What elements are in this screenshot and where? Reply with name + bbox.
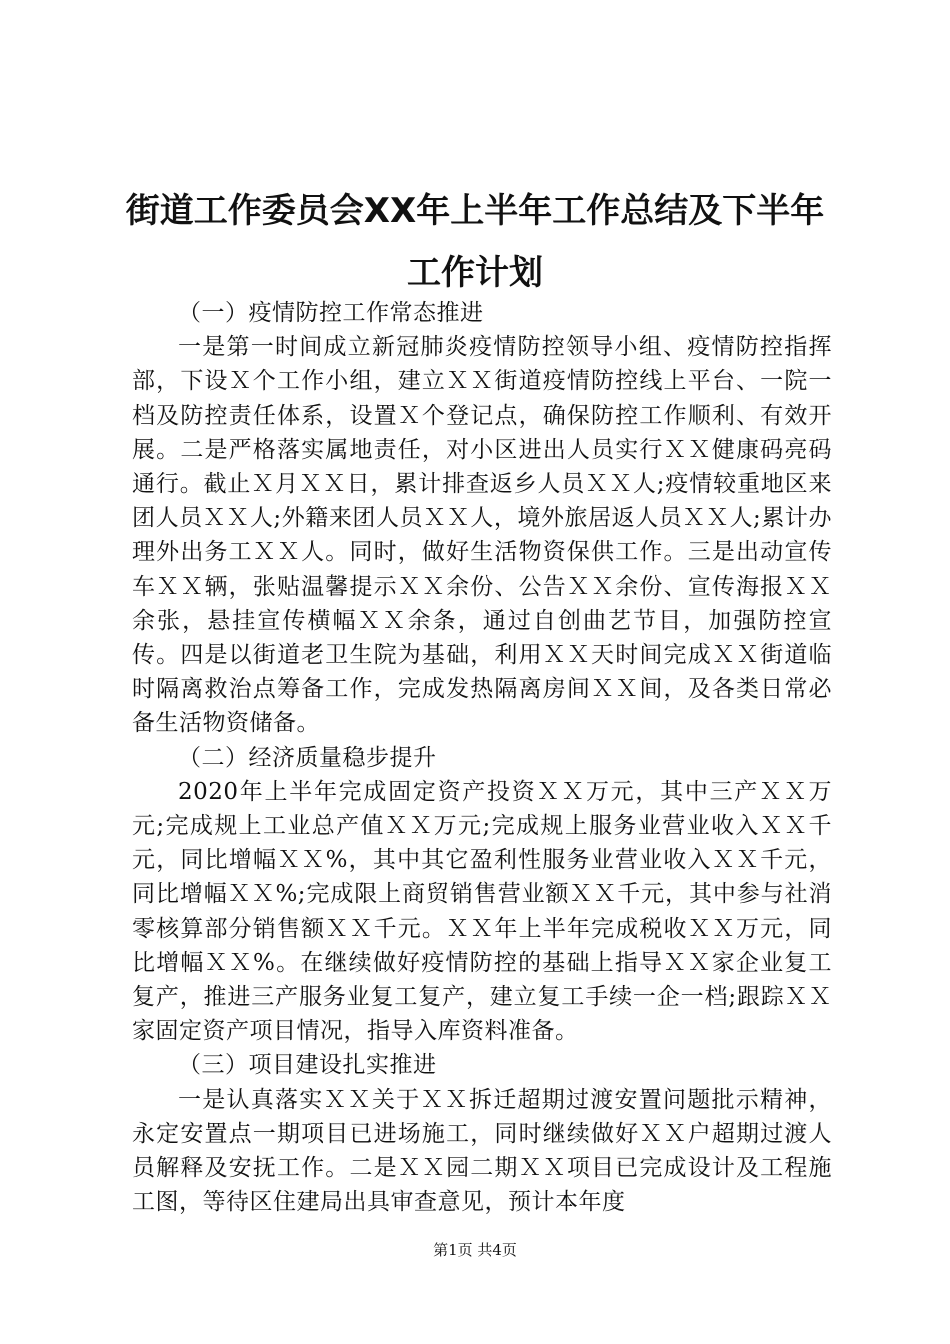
section-paragraph-1: 一是第一时间成立新冠肺炎疫情防控领导小组、疫情防控指挥部，下设Ｘ个工作小组，建立ＸＸ街道疫情防控线上平台、一院一档及防控责任体系，设置Ｘ个登记点，确保防控工作顺利、有效开展。二是严格落实属地责任，对小区进出人员实行ＸＸ健康码亮码通行。截止Ｘ月ＸＸ日，累计排查返乡人员ＸＸ人;疫情较重地区来团人员ＸＸ人;外籍来团人员ＸＸ人，境外旅居返人员ＸＸ人;累计办理外出务工ＸＸ人。同时，做好生活物资保供工作。三是出动宣传车ＸＸ辆，张贴温馨提示ＸＸ余份、公告ＸＸ余份、宣传海报ＸＸ余张，悬挂宣传横幅ＸＸ余条，通过自创曲艺节目，加强防控宣传。四是以街道老卫生院为基础，利用ＸＸ天时间完成ＸＸ街道临时隔离救治点筹备工作，完成发热隔离房间ＸＸ间，及各类日常必备生活物资储备。 (132, 334, 832, 737)
section-heading-1: （一）疫情防控工作常态推进 (178, 300, 484, 326)
section-heading-3: （三）项目建设扎实推进 (178, 1052, 437, 1079)
page-footer (0, 1240, 950, 1260)
document-body (132, 296, 832, 1219)
section-paragraph-2: 2020年上半年完成固定资产投资ＸＸ万元，其中三产ＸＸ万元;完成规上工业总产值ＸＸ万元;完成规上服务业营业收入ＸＸ千元，同比增幅ＸＸ%，其中其它盈利性服务业营业收入ＸＸ千元，同比增幅ＸＸ%;完成限上商贸销售营业额ＸＸ千元，其中参与社消零核算部分销售额ＸＸ千元。ＸＸ年上半年完成税收ＸＸ万元，同比增幅ＸＸ%。在继续做好疫情防控的基础上指导ＸＸ家企业复工复产，推进三产服务业复工复产，建立复工手续一企一档;跟踪ＸＸ家固定资产项目情况，指导入库资料准备。 (132, 778, 832, 1045)
section-paragraph-3: 一是认真落实ＸＸ关于ＸＸ拆迁超期过渡安置问题批示精神，永定安置点一期项目已进场施工，同时继续做好ＸＸ户超期过渡人员解释及安抚工作。二是ＸＸ园二期ＸＸ项目已完成设计及工程施工图，等待区住建局出具审查意见，预计本年度 (132, 1086, 832, 1216)
document-title: 街道工作委员会XX年上半年工作总结及下半年工作计划 (125, 191, 825, 293)
section-heading-2: （二）经济质量稳步提升 (178, 744, 437, 771)
page-indicator: 第1页 共4页 (433, 1241, 517, 1259)
